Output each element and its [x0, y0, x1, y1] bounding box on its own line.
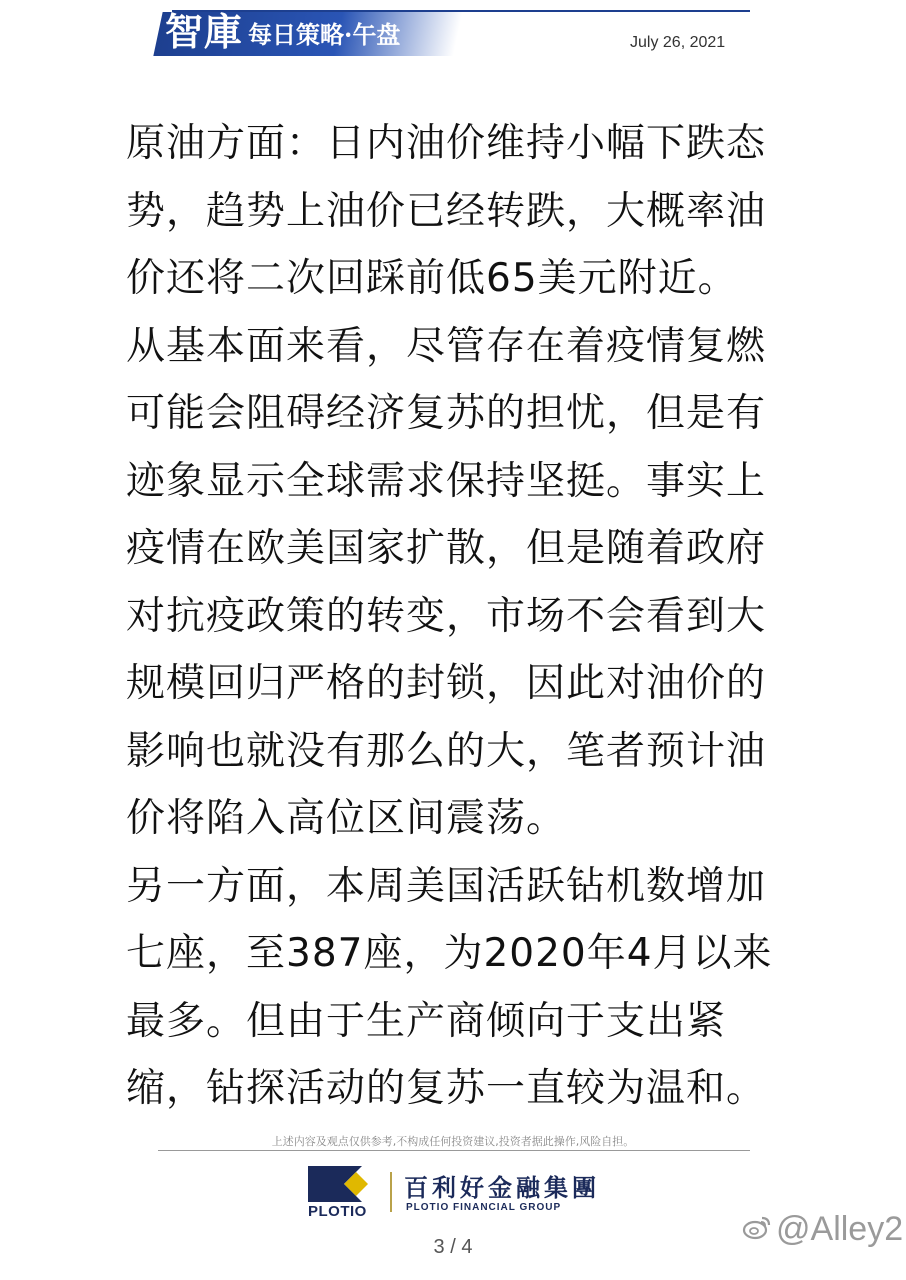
page-indicator: 3 / 4: [433, 1236, 473, 1258]
article-body: [126, 110, 786, 1123]
logo-wordmark: PLOTIO: [308, 1203, 367, 1220]
weibo-icon: [742, 1214, 772, 1240]
disclaimer: 上述内容及观点仅供参考,不构成任何投资建议,投资者据此操作,风险自担。: [271, 1135, 635, 1148]
watermark: [742, 1210, 903, 1249]
watermark-text: @Alley2: [776, 1210, 904, 1248]
group-name-en: PLOTIO FINANCIAL GROUP: [406, 1202, 562, 1213]
report-date: July 26, 2021: [630, 34, 726, 51]
brand-title: 智庫: [165, 9, 244, 54]
paragraph-rig-count: 另一方面，本周美国活跃钻机数增加七座，至387座，为2020年4月以来最多。但由于生产商倾向于支出紧缩，钻探活动的复苏一直较为温和。: [126, 863, 773, 1111]
report-header: [0, 0, 906, 70]
group-name-cn: 百利好金融集團: [404, 1174, 600, 1202]
brand-subtitle: 每日策略·午盘: [248, 20, 401, 49]
paragraph-crude-oil: 原油方面：日内油价维持小幅下跌态势，趋势上油价已经转跌，大概率油价还将二次回踩前低65美元附近。: [126, 121, 767, 301]
logo-divider: [390, 1172, 392, 1212]
plotio-logo-icon: [308, 1166, 376, 1202]
paragraph-fundamentals: 从基本面来看，尽管存在着疫情复燃可能会阻碍经济复苏的担忧，但是有迹象显示全球需求保持坚挺。事实上疫情在欧美国家扩散，但是随着政府对抗疫政策的转变，市场不会看到大规模回归严格的封锁，因此对油价的影响也就没有那么的大，笔者预计油价将陷入高位区间震荡。: [126, 323, 767, 841]
footer-divider: [158, 1150, 750, 1151]
